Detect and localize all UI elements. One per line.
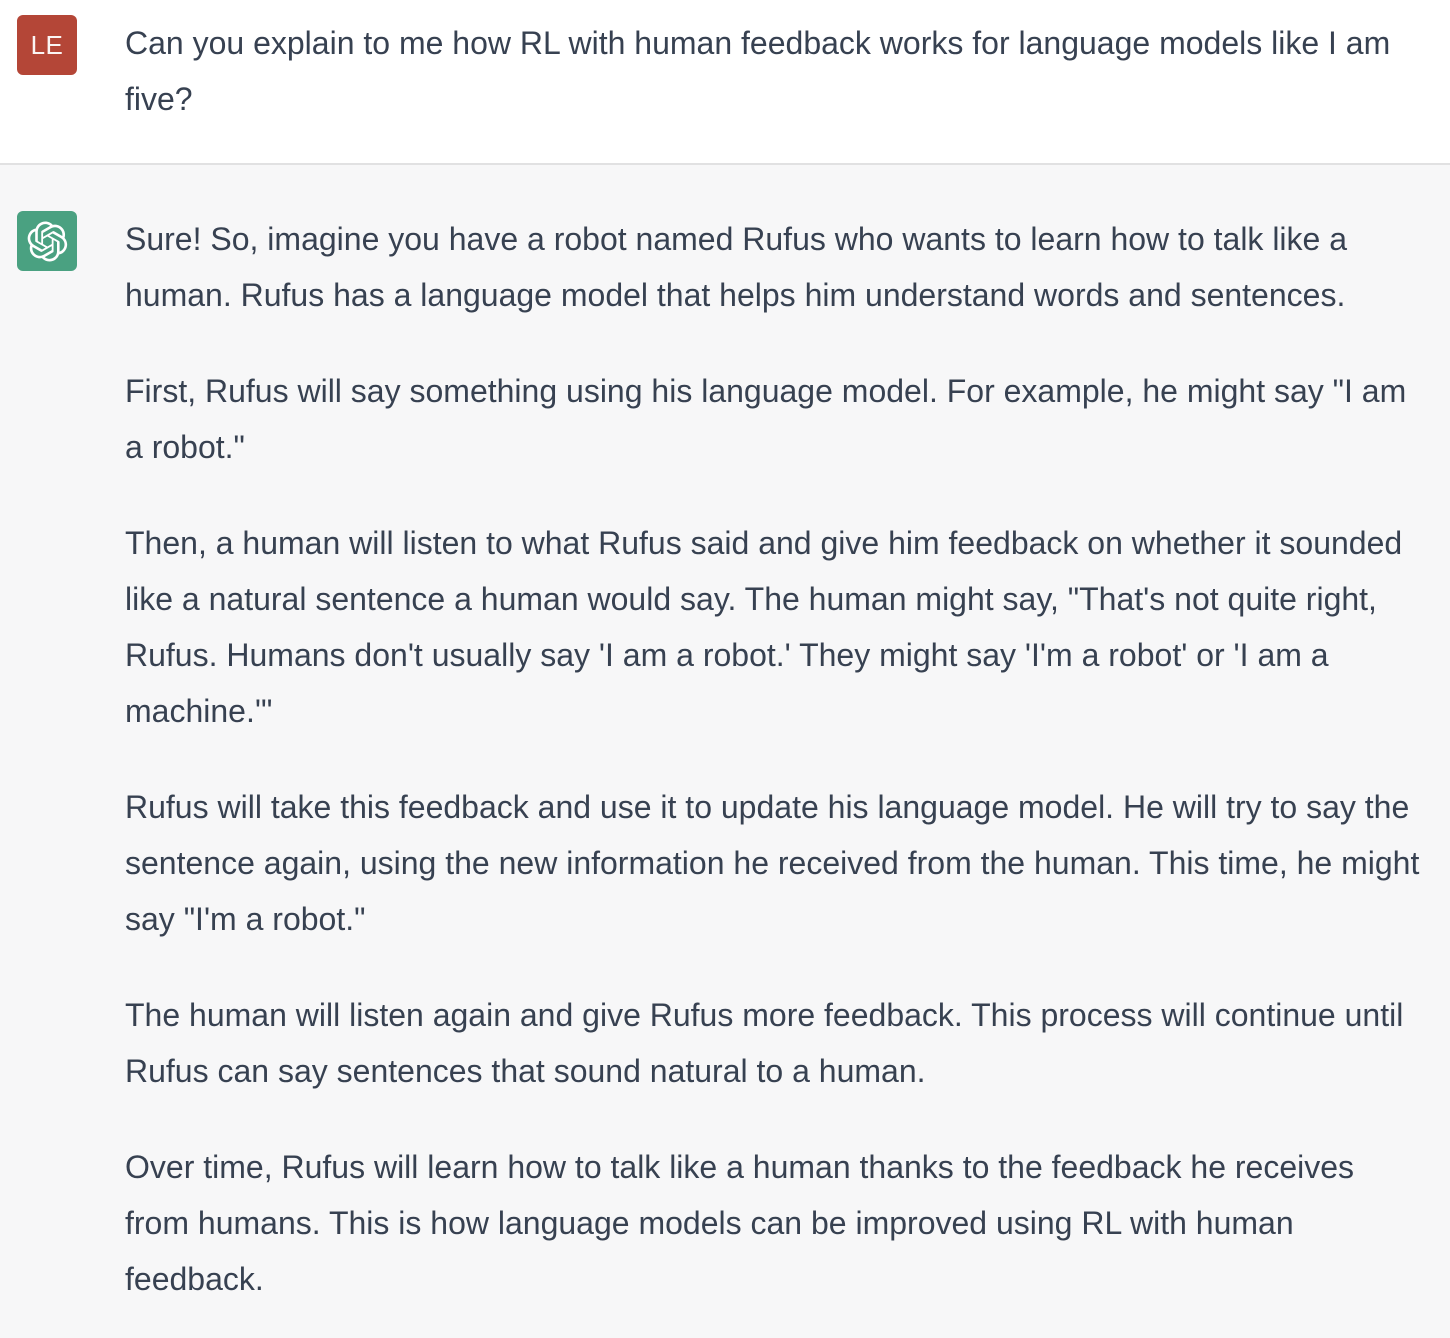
user-message-row bbox=[0, 0, 1450, 163]
assistant-paragraph: Over time, Rufus will learn how to talk like a human thanks to the feedback he receives from humans. This is how language models can be improved using RL with human feedback. bbox=[125, 1149, 1355, 1297]
assistant-paragraph: Then, a human will listen to what Rufus said and give him feedback on whether it sounded like a natural sentence a human would say. The human might say, "That's not quite right, Rufus. Humans don't usually say 'I am a robot.' They might say 'I'm a robot' or 'I am a machine.'" bbox=[125, 525, 1403, 729]
user-message-text: Can you explain to me how RL with human feedback works for language models like I am five? bbox=[125, 25, 1391, 117]
assistant-message-row bbox=[0, 163, 1450, 1338]
assistant-message-text bbox=[125, 211, 1425, 1307]
assistant-paragraph: Rufus will take this feedback and use it to update his language model. He will try to say the sentence again, using the new information he received from the human. This time, he might say "I'm a robot." bbox=[125, 789, 1420, 937]
assistant-paragraph: The human will listen again and give Rufus more feedback. This process will continue until Rufus can say sentences that sound natural to a human. bbox=[125, 997, 1404, 1089]
assistant-paragraph: First, Rufus will say something using his language model. For example, he might say "I am a robot." bbox=[125, 373, 1407, 465]
user-avatar-initials: LE bbox=[30, 30, 64, 60]
assistant-avatar bbox=[17, 211, 77, 271]
openai-logo-icon bbox=[27, 221, 68, 262]
user-avatar bbox=[17, 15, 77, 75]
assistant-paragraph: Sure! So, imagine you have a robot named Rufus who wants to learn how to talk like a human. Rufus has a language model that helps him understand words and sentences. bbox=[125, 221, 1348, 313]
